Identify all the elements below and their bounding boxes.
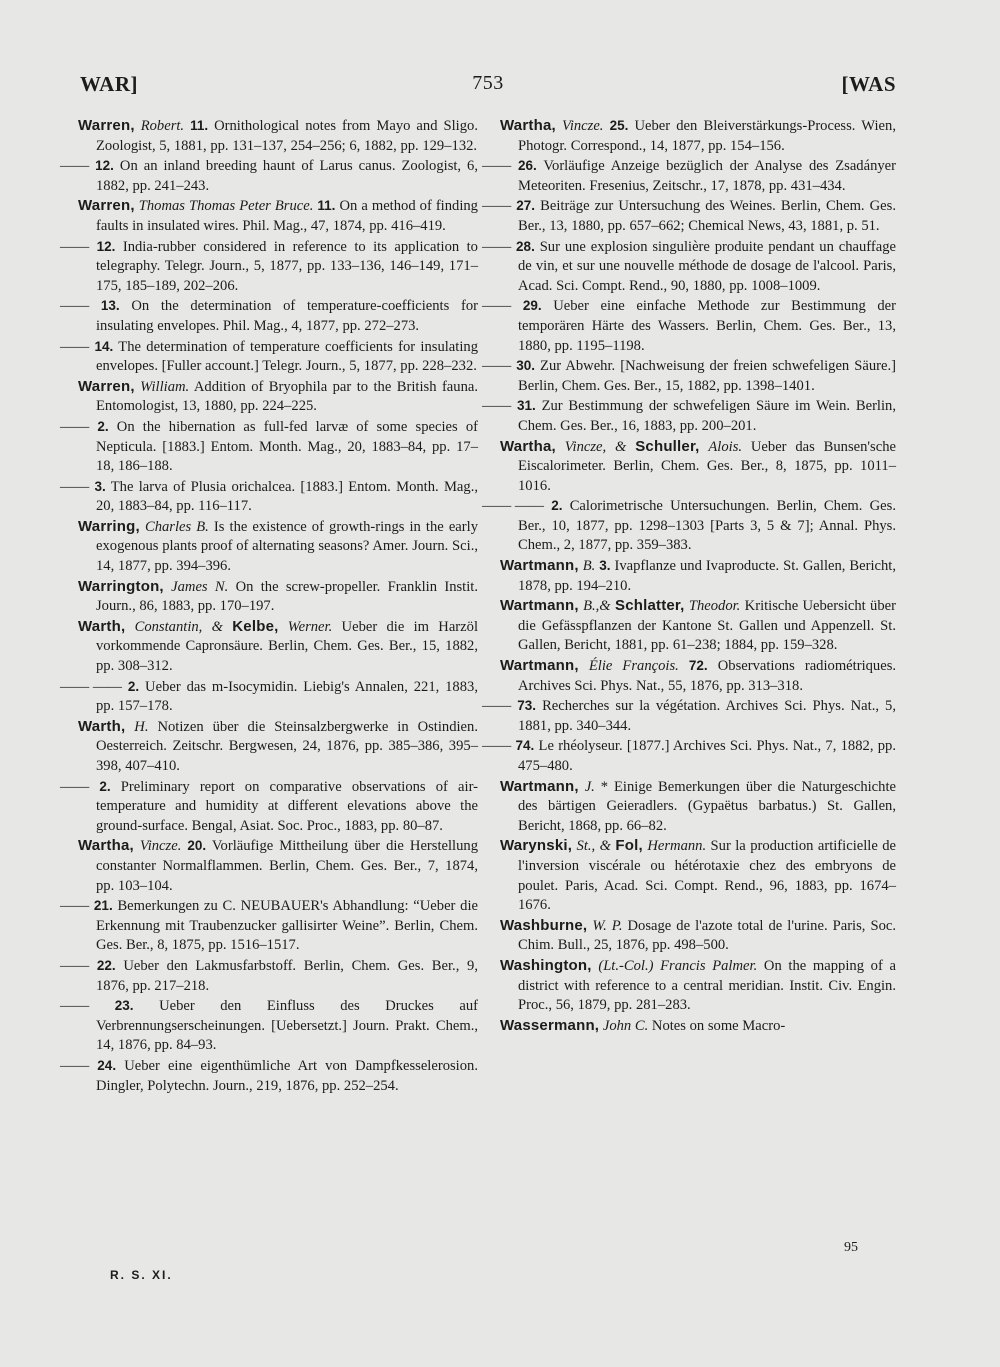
catalogue-entry (60, 156, 478, 196)
ditto-dash: —— (60, 298, 90, 315)
left-column (60, 116, 479, 1096)
entry-text: On the mapping of a district with reference to a central meridian. Instit. Civ. Engin. Proc., 56, 1879, pp. 281–283. (518, 957, 896, 1014)
catalogue-entry (60, 677, 478, 717)
catalogue-entry (60, 296, 478, 336)
coauthor-surname: Fol, (615, 837, 643, 855)
catalogue-entry (482, 736, 896, 776)
entry-number: 27. (516, 198, 536, 214)
catalogue-entry (60, 956, 478, 996)
ditto-dash: —— (482, 738, 512, 755)
entry-text: On an inland breeding haunt of Larus canus. Zoologist, 6, 1882, pp. 241–243. (96, 158, 478, 194)
catalogue-entry (78, 836, 478, 896)
ditto-dash: —— (60, 478, 90, 495)
coauthor-surname: Schlatter, (614, 597, 685, 615)
author-surname: Warrington, (78, 577, 164, 595)
ditto-dash: —— (60, 238, 90, 255)
catalogue-entry (500, 116, 896, 156)
entry-text: Kritische Uebersicht über die Gefässpflanzen der Kantone St. Gallen und Appenzell. St. Gallen, Bericht, 1881, pp. 61–238; 1884, pp. 159–328. (518, 598, 896, 654)
header-range-end: [WAS (841, 72, 896, 96)
entry-text: On the hibernation as full-fed larvæ of some species of Nepticula. [1883.] Entom. Month. Mag., 20, 1883–84, pp. 17–18, 186–188. (96, 418, 478, 475)
entry-number: 11. (190, 118, 209, 133)
author-surname: Wartha, (78, 837, 134, 855)
author-surname: Wartha, (500, 437, 556, 455)
entry-number: 26. (518, 158, 537, 174)
signature-mark: R. S. XI. (110, 1268, 173, 1282)
coauthor-given-name: Theodor. (688, 598, 741, 615)
entry-text: Ueber das Bunsen'sche Eiscalorimeter. Berlin, Chem. Ges. Ber., 8, 1875, pp. 1011–1016. (518, 438, 896, 494)
entry-number: 74. (515, 738, 535, 754)
author-given-name: James N. (171, 578, 229, 595)
entry-text: Ueber den Lakmusfarbstoff. Berlin, Chem. Ges. Ber., 9, 1876, pp. 217–218. (96, 957, 478, 994)
catalogue-entry (78, 717, 478, 777)
ditto-dash: —— (60, 778, 90, 795)
author-surname: Washburne, (500, 916, 588, 934)
entry-text: The larva of Plusia orichalcea. [1883.] Entom. Month. Mag., 20, 1883–84, pp. 116–117. (96, 478, 478, 515)
entry-text: * Einige Bemerkungen über die Naturgeschichte des bärtigen Geieradlers. (Gypaëtus barbatus.) St. Gallen, Bericht, 1868, pp. 66–82. (518, 778, 896, 834)
entry-number: 3. (94, 478, 106, 494)
entry-text: Preliminary report on comparative observations of air-temperature and humidity at different elevations above the ground-surface. Bengal, Asiat. Soc. Proc., 1883, pp. 80–87. (96, 778, 478, 834)
author-given-name: William. (140, 378, 190, 395)
catalogue-entry (482, 156, 897, 196)
author-given-name: B. (582, 558, 596, 575)
ditto-dash: —— (482, 198, 512, 215)
catalogue-entry (482, 496, 896, 556)
entry-text: The determination of temperature coefficients for insulating envelopes. [Fuller account.] Telegr. Journ., 5, 1877, pp. 228–232. (96, 338, 478, 375)
header-range-start: WAR] (80, 72, 138, 96)
author-given-name: Vincze, & (564, 438, 627, 455)
catalogue-entry (78, 517, 478, 577)
ditto-dash: —— (60, 158, 90, 175)
entry-text: Ornithological notes from Mayo and Sligo. Zoologist, 5, 1881, pp. 131–137, 254–256; 6, 1882, pp. 129–132. (96, 118, 478, 154)
ditto-dash: —— (482, 298, 512, 315)
entry-number: 22. (96, 957, 116, 973)
entry-number: 2. (99, 778, 111, 794)
entry-number: 3. (599, 558, 611, 574)
entry-number: 28. (516, 238, 535, 254)
catalogue-entry (500, 596, 896, 656)
ditto-dash: —— (482, 158, 512, 175)
entry-number: 29. (522, 298, 542, 314)
ditto-dash: —— (60, 998, 90, 1015)
page-number: 753 (472, 72, 504, 94)
coauthor-given-name: Hermann. (647, 838, 707, 855)
catalogue-entry (60, 1056, 478, 1096)
entry-text: Le rhéolyseur. [1877.] Archives Sci. Phys. Nat., 7, 1882, pp. 475–480. (518, 738, 896, 774)
ditto-dash: —— (60, 338, 90, 355)
author-surname: Warring, (78, 517, 140, 535)
author-surname: Wartmann, (500, 557, 579, 575)
entry-number: 2. (127, 678, 140, 694)
entry-text: On the determination of temperature-coefficients for insulating envelopes. Phil. Mag., 4, 1877, pp. 272–273. (96, 298, 478, 334)
entry-text: Notizen über die Steinsalzbergwerke in Ostindien. Oesterreich. Zeitschr. Bergwesen, 24, 1876, pp. 385–386, 395–398, 407–410. (96, 718, 478, 774)
catalogue-entry (60, 417, 478, 477)
author-surname: Warren, (78, 197, 135, 215)
entry-number: 2. (551, 498, 563, 514)
entry-number: 23. (114, 998, 134, 1014)
catalogue-entry (78, 377, 478, 417)
author-given-name: Robert. (140, 118, 185, 134)
author-given-name: St., & (576, 838, 611, 855)
entry-text: Sur la production artificielle de l'inversion viscérale ou hétérotaxie chez des embryons de poulet. Paris, Acad. Sci. Compt. Rend., 96, 1883, pp. 1674–1676. (518, 838, 897, 914)
entry-text: Ueber eine eigenthümliche Art von Dampfkesselerosion. Dingler, Polytechn. Journ., 219, 1876, pp. 252–254. (96, 1057, 478, 1094)
entry-text: Ueber den Bleiverstärkungs-Process. Wien, Photogr. Correspond., 14, 1877, pp. 154–156. (518, 118, 896, 154)
ditto-dash: —— (482, 398, 512, 415)
catalogue-entry (482, 356, 896, 396)
ditto-dash: —— (60, 418, 90, 435)
catalogue-entry (500, 437, 896, 497)
entry-number: 24. (97, 1057, 117, 1073)
author-surname: Washington, (500, 956, 592, 974)
entry-text: Recherches sur la végétation. Archives Sci. Phys. Nat., 5, 1881, pp. 340–344. (518, 698, 896, 734)
entry-text: Ueber eine einfache Methode zur Bestimmung der temporären Härte des Wassers. Berlin, Chem. Ges. Ber., 13, 1880, pp. 1195–1198. (518, 298, 896, 354)
folio-number: 95 (844, 1240, 858, 1255)
catalogue-entry (78, 577, 478, 617)
entry-number: 73. (517, 698, 537, 714)
entry-number: 30. (516, 358, 535, 374)
author-surname: Warren, (78, 117, 135, 134)
ditto-dash: —— —— (60, 678, 123, 695)
catalogue-entry (500, 1016, 896, 1037)
entry-text: Is the existence of growth-rings in the early exogenous plants proof of alternating seasons? Amer. Journ. Sci., 14, 1877, pp. 394–396. (96, 518, 478, 575)
entry-text: Calorimetrische Untersuchungen. Berlin, Chem. Ges. Ber., 10, 1877, pp. 1298–1303 [Parts 3, 5 & 7]; Annal. Phys. Chem., 2, 1877, pp. 359–383. (518, 498, 896, 554)
author-surname: Wartha, (500, 117, 556, 134)
entry-text: Addition of Bryophila par to the British fauna. Entomologist, 13, 1880, pp. 224–225. (96, 378, 478, 415)
coauthor-given-name: Werner. (287, 618, 333, 635)
ditto-dash: —— —— (482, 498, 545, 515)
author-given-name: Charles B. (144, 518, 209, 535)
author-given-name: Élie François. (588, 658, 679, 675)
author-given-name: John C. (602, 1017, 649, 1034)
author-given-name: Vincze. (139, 838, 182, 855)
entry-text: India-rubber considered in reference to its application to telegraphy. Telegr. Journ., 5, 1877, pp. 133–136, 146–149, 171–175, 185–189, 202–206. (96, 238, 478, 294)
entry-text: Vorläufige Anzeige bezüglich der Analyse des Zsadányer Meteoriten. Fresenius, Zeitschr., 17, 1878, pp. 431–434. (518, 158, 897, 194)
entry-text: Vorläufige Mittheilung über die Herstellung constanter Normalflammen. Berlin, Chem. Ges. Ber., 7, 1874, pp. 103–104. (96, 838, 479, 894)
catalogue-entry (500, 916, 896, 956)
catalogue-entry (60, 777, 478, 837)
entry-text: Beiträge zur Untersuchung des Weines. Berlin, Chem. Ges. Ber., 13, 1880, pp. 657–662; Chemical News, 43, 1881, p. 51. (518, 198, 896, 234)
author-given-name: H. (134, 718, 149, 735)
catalogue-entry (60, 337, 478, 377)
entry-text: Ueber die im Harzöl vorkommende Capronsäure. Berlin, Chem. Ges. Ber., 15, 1882, pp. 308–312. (96, 618, 478, 675)
author-surname: Warynski, (500, 837, 573, 855)
catalogue-entry (78, 196, 478, 236)
entry-text: Bemerkungen zu C. NEUBAUER's Abhandlung: “Ueber die Erkennung mit Traubenzucker gallisirter Weine”. Berlin, Chem. Ges. Ber., 8, 1875, pp. 1516–1517. (96, 898, 478, 954)
catalogue-entry (482, 696, 896, 736)
catalogue-entry (500, 836, 896, 915)
ditto-dash: —— (482, 698, 512, 715)
entry-text: Zur Bestimmung der schwefeligen Säure im Wein. Berlin, Chem. Ges. Ber., 16, 1883, pp. 200–201. (518, 398, 896, 434)
catalogue-entry (78, 617, 478, 677)
author-given-name: Thomas Thomas Peter Bruce. (138, 198, 314, 215)
ditto-dash: —— (482, 358, 512, 375)
catalogue-entry (78, 116, 478, 156)
entry-number: 31. (516, 398, 536, 414)
right-column (482, 116, 897, 1036)
entry-text: On a method of finding faults in insulated wires. Phil. Mag., 47, 1874, pp. 416–419. (96, 198, 478, 234)
entry-number: 11. (317, 198, 336, 214)
author-given-name: B.,& (583, 598, 611, 615)
ditto-dash: —— (60, 898, 90, 915)
author-given-name: W. P. (592, 917, 623, 934)
catalogue-entry (482, 296, 896, 356)
entry-text: Sur une explosion singulière produite pendant un chauffage de vin, et sur une nouvelle méthode de dosage de l'alcool. Paris, Acad. Sci. Compt. Rend., 90, 1880, pp. 1008–1009. (518, 238, 896, 294)
catalogue-entry (500, 556, 896, 596)
entry-number: 25. (609, 118, 629, 133)
coauthor-given-name: Alois. (708, 438, 743, 455)
entry-number: 12. (95, 158, 114, 174)
catalogue-entry (60, 477, 478, 517)
entry-text: Ueber das m-Isocymidin. Liebig's Annalen, 221, 1883, pp. 157–178. (96, 678, 478, 715)
coauthor-surname: Schuller, (635, 437, 700, 455)
author-surname: Warth, (78, 617, 126, 635)
entry-text: Notes on some Macro- (651, 1017, 786, 1034)
author-surname: Warren, (78, 377, 135, 395)
ditto-dash: —— (60, 957, 90, 974)
catalogue-entry (60, 237, 478, 297)
catalogue-entry (482, 237, 896, 297)
author-surname: Warth, (78, 717, 126, 735)
ditto-dash: —— (482, 238, 512, 255)
author-surname: Wassermann, (500, 1016, 600, 1034)
ditto-dash: —— (60, 1057, 90, 1074)
entry-number: 13. (100, 298, 120, 314)
author-surname: Wartmann, (500, 657, 579, 675)
catalogue-entry (482, 396, 896, 436)
entry-text: Zur Abwehr. [Nachweisung der freien schwefeligen Säure.] Berlin, Chem. Ges. Ber., 15, 1882, pp. 1398–1401. (518, 358, 896, 394)
entry-text: Observations radiométriques. Archives Sci. Phys. Nat., 55, 1876, pp. 313–318. (518, 658, 897, 694)
entry-text: Ivapflanze und Ivaproducte. St. Gallen, Bericht, 1878, pp. 194–210. (518, 558, 896, 594)
author-given-name: Constantin, & (134, 618, 223, 635)
author-given-name: J. (584, 778, 595, 795)
catalogue-entry (500, 956, 896, 1016)
catalogue-entry (60, 896, 478, 956)
entry-number: 72. (688, 658, 708, 674)
coauthor-surname: Kelbe, (232, 617, 279, 635)
entry-number: 21. (93, 898, 113, 914)
author-given-name: Vincze. (561, 118, 604, 134)
entry-number: 2. (97, 418, 109, 434)
catalogue-entry (60, 996, 479, 1056)
entry-text: Dosage de l'azote total de l'urine. Paris, Soc. Chim. Bull., 25, 1876, pp. 498–500. (518, 917, 896, 954)
catalogue-entry (500, 656, 896, 696)
catalogue-entry (482, 196, 896, 236)
author-given-name: (Lt.-Col.) Francis Palmer. (598, 957, 758, 974)
entry-number: 20. (187, 838, 207, 854)
entry-text: On the screw-propeller. Franklin Instit. Journ., 86, 1883, pp. 170–197. (96, 578, 478, 615)
author-surname: Wartmann, (500, 597, 579, 615)
running-header (80, 72, 896, 102)
author-surname: Wartmann, (500, 777, 579, 795)
entry-text: Ueber den Einfluss des Druckes auf Verbrennungserscheinungen. [Uebersetzt.] Journ. Prakt. Chem., 14, 1876, pp. 84–93. (96, 998, 479, 1054)
entry-number: 14. (94, 338, 114, 354)
entry-number: 12. (96, 238, 116, 254)
catalogue-entry (500, 777, 896, 837)
